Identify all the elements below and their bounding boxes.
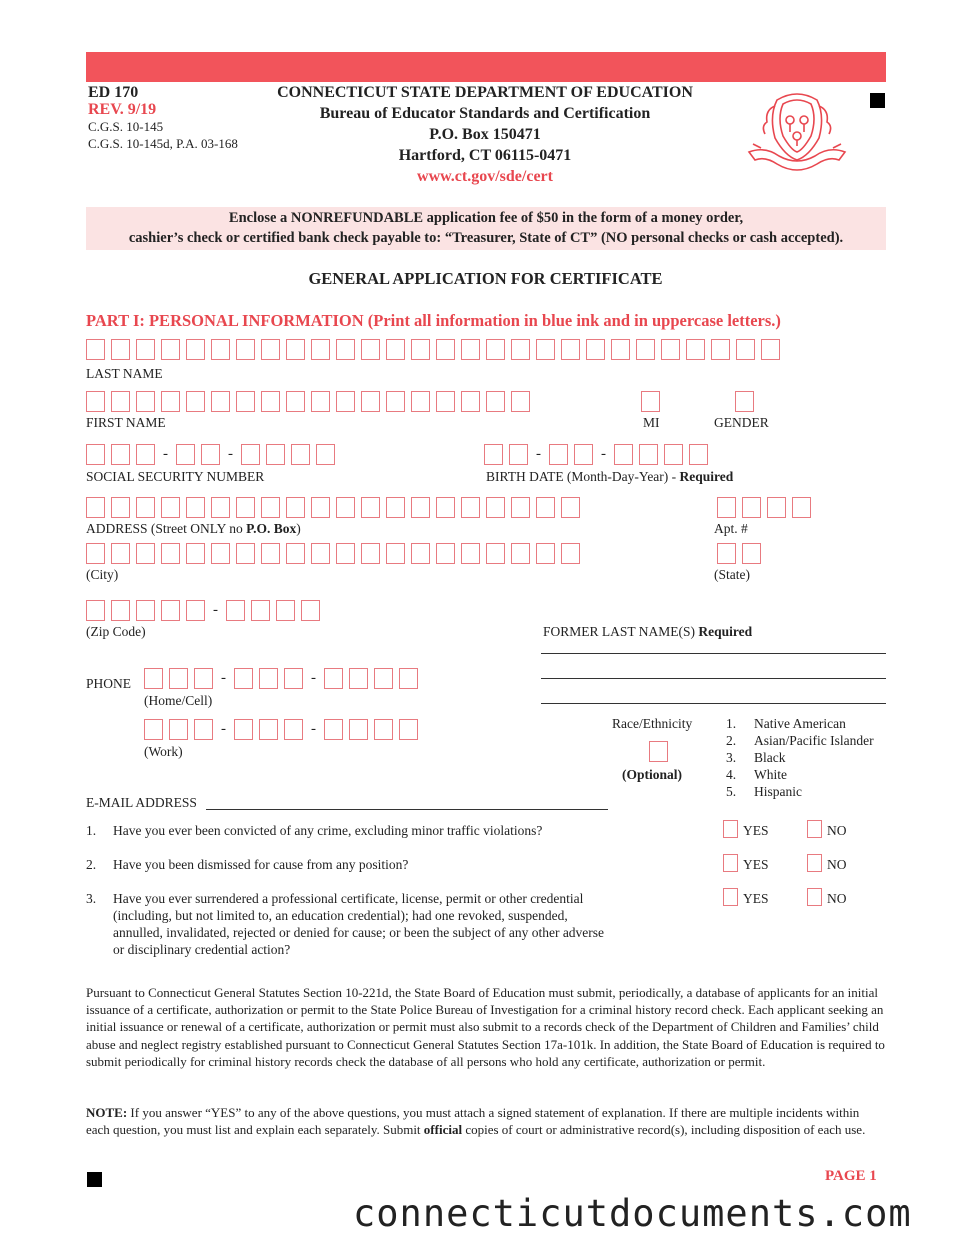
ssn-part-1[interactable]: [86, 444, 161, 465]
last-name-char-box[interactable]: [586, 339, 605, 360]
phone-digit-box[interactable]: [259, 668, 278, 689]
last-name-char-box[interactable]: [561, 339, 580, 360]
apt-char-box[interactable]: [717, 497, 736, 518]
last-name-char-box[interactable]: [611, 339, 630, 360]
first-name-char-box[interactable]: [136, 391, 155, 412]
question-text: Have you ever surrendered a professional certificate, license, permit or other credential (including, but not limited to, an education credential); had one revoked, suspended, annulled, invalidated, rejected or denied for cause; or been the subject of any other adverse or disciplinary credential action?: [113, 891, 605, 957]
zip-plus-4[interactable]: [226, 600, 326, 621]
first-name-char-box[interactable]: [436, 391, 455, 412]
address-char-box[interactable]: [311, 497, 330, 518]
phone-separator: -: [221, 670, 226, 686]
first-name-label: FIRST NAME: [86, 415, 166, 430]
po-box: P.O. Box 150471: [429, 126, 541, 143]
last-name-char-box[interactable]: [711, 339, 730, 360]
race-option-label: Native American: [754, 716, 846, 731]
no-label: NO: [827, 891, 847, 906]
birth-date-digit-box[interactable]: [614, 444, 633, 465]
first-name-char-box[interactable]: [461, 391, 480, 412]
city-char-box[interactable]: [561, 543, 580, 564]
street-address-input[interactable]: [86, 497, 586, 518]
required-marker: Required: [679, 469, 734, 484]
phone-digit-box[interactable]: [259, 719, 278, 740]
phone-digit-box[interactable]: [349, 668, 368, 689]
city-char-box[interactable]: [511, 543, 530, 564]
apt-number-input[interactable]: [717, 497, 817, 518]
question-number: 1.: [86, 823, 97, 838]
birth-date-label-text: BIRTH DATE (Month-Day-Year) -: [486, 469, 677, 484]
address-char-box[interactable]: [361, 497, 380, 518]
former-last-names-label: [543, 624, 752, 640]
city-char-box[interactable]: [111, 543, 130, 564]
state-label: (State): [714, 567, 750, 582]
yes-label: YES: [743, 857, 769, 872]
city-char-box[interactable]: [411, 543, 430, 564]
zip-digit-box[interactable]: [186, 600, 205, 621]
yes-label: YES: [743, 891, 769, 906]
zip-digit-box[interactable]: [251, 600, 270, 621]
phone-digit-box[interactable]: [374, 719, 393, 740]
phone-digit-box[interactable]: [284, 719, 303, 740]
work-prefix[interactable]: [234, 719, 309, 740]
site-watermark: connecticutdocuments.com: [353, 1192, 912, 1235]
last-name-input[interactable]: [86, 339, 786, 360]
phone-digit-box[interactable]: [374, 668, 393, 689]
race-option: [726, 767, 874, 784]
last-name-char-box[interactable]: [486, 339, 505, 360]
race-option: [726, 750, 874, 767]
first-name-char-box[interactable]: [186, 391, 205, 412]
yes-checkbox[interactable]: [723, 854, 738, 872]
zip-digit-box[interactable]: [276, 600, 295, 621]
phone-digit-box[interactable]: [234, 668, 253, 689]
apt-label: Apt. #: [714, 521, 748, 536]
ssn-digit-box[interactable]: [241, 444, 260, 465]
address-char-box[interactable]: [436, 497, 455, 518]
question-number: 2.: [86, 857, 97, 872]
last-name-char-box[interactable]: [286, 339, 305, 360]
race-option-number: 3.: [726, 750, 737, 765]
email-input-line[interactable]: [206, 809, 608, 810]
last-name-char-box[interactable]: [661, 339, 680, 360]
zip-digit-box[interactable]: [226, 600, 245, 621]
fee-notice-line-1: Enclose a NONREFUNDABLE application fee of $50 in the form of a money order,: [228, 210, 744, 226]
question-text: Have you been dismissed for cause from any position?: [113, 857, 409, 872]
last-name-char-box[interactable]: [336, 339, 355, 360]
mi-label: MI: [643, 415, 660, 430]
note-label: NOTE:: [86, 1105, 128, 1120]
ssn-digit-box[interactable]: [201, 444, 220, 465]
zip-digit-box[interactable]: [161, 600, 180, 621]
last-name-char-box[interactable]: [636, 339, 655, 360]
address-char-box[interactable]: [336, 497, 355, 518]
website-link[interactable]: www.ct.gov/sde/cert: [417, 168, 553, 185]
first-name-char-box[interactable]: [236, 391, 255, 412]
ssn-separator: -: [228, 446, 233, 462]
first-name-input[interactable]: [86, 391, 536, 412]
note-text-before: If you answer “YES” to any of the above questions, you must attach a signed statement of explanation. If there are multiple incidents within each question, you must list and explain each separately. Submit: [86, 1105, 860, 1138]
birth-month[interactable]: [484, 444, 534, 465]
phone-digit-box[interactable]: [144, 719, 163, 740]
address-char-box[interactable]: [286, 497, 305, 518]
city-char-box[interactable]: [311, 543, 330, 564]
ssn-label: SOCIAL SECURITY NUMBER: [86, 469, 265, 484]
first-name-char-box[interactable]: [86, 391, 105, 412]
first-name-char-box[interactable]: [111, 391, 130, 412]
optional-label: (Optional): [622, 767, 683, 782]
last-name-char-box[interactable]: [686, 339, 705, 360]
last-name-char-box[interactable]: [386, 339, 405, 360]
city-char-box[interactable]: [136, 543, 155, 564]
city-char-box[interactable]: [461, 543, 480, 564]
phone-label: PHONE: [86, 676, 132, 691]
phone-separator: -: [311, 670, 316, 686]
race-option-label: Hispanic: [754, 784, 802, 799]
birth-date-digit-box[interactable]: [574, 444, 593, 465]
phone-digit-box[interactable]: [399, 668, 418, 689]
fee-notice: [86, 207, 886, 250]
last-name-char-box[interactable]: [211, 339, 230, 360]
phone-digit-box[interactable]: [324, 668, 343, 689]
phone-digit-box[interactable]: [349, 719, 368, 740]
phone-digit-box[interactable]: [169, 668, 188, 689]
apt-char-box[interactable]: [767, 497, 786, 518]
birth-day[interactable]: [549, 444, 599, 465]
bureau-name: Bureau of Educator Standards and Certification: [319, 105, 651, 122]
po-box-bold: P.O. Box: [246, 521, 297, 536]
form-code: ED 170: [88, 84, 139, 101]
last-name-char-box[interactable]: [411, 339, 430, 360]
race-option-number: 4.: [726, 767, 737, 782]
birth-date-input[interactable]: [484, 444, 714, 465]
last-name-char-box[interactable]: [86, 339, 105, 360]
last-name-char-box[interactable]: [161, 339, 180, 360]
address-label-text: ADDRESS (Street ONLY no: [86, 521, 243, 536]
last-name-char-box[interactable]: [261, 339, 280, 360]
zip-5[interactable]: [86, 600, 211, 621]
phone-digit-box[interactable]: [324, 719, 343, 740]
note-text-after: copies of court or administrative record(s), including disposition of each use.: [465, 1122, 866, 1138]
birth-date-digit-box[interactable]: [689, 444, 708, 465]
zip-code-input[interactable]: [86, 600, 326, 621]
former-name-line-3[interactable]: [541, 703, 886, 704]
last-name-char-box[interactable]: [311, 339, 330, 360]
phone-digit-box[interactable]: [194, 719, 213, 740]
former-name-line-2[interactable]: [541, 678, 886, 679]
ssn-part-3[interactable]: [241, 444, 341, 465]
official-word: official: [423, 1122, 463, 1138]
apt-char-box[interactable]: [742, 497, 761, 518]
zip-digit-box[interactable]: [111, 600, 130, 621]
race-option-label: Black: [754, 750, 786, 765]
birth-year[interactable]: [614, 444, 714, 465]
statute-reference-1: C.G.S. 10-145: [88, 119, 164, 134]
note-paragraph: [86, 1104, 886, 1138]
city-char-box[interactable]: [261, 543, 280, 564]
work-area-code[interactable]: [144, 719, 219, 740]
address-char-box[interactable]: [86, 497, 105, 518]
race-option-label: Asian/Pacific Islander: [754, 733, 874, 748]
city-char-box[interactable]: [336, 543, 355, 564]
question-text: Have you ever been convicted of any crime, excluding minor traffic violations?: [113, 823, 543, 838]
address-label-close: ): [296, 521, 301, 536]
part-1-heading: [86, 311, 781, 331]
last-name-char-box[interactable]: [361, 339, 380, 360]
first-name-char-box[interactable]: [511, 391, 530, 412]
birth-date-digit-box[interactable]: [664, 444, 683, 465]
phone-separator: -: [311, 721, 316, 737]
race-option: [726, 716, 874, 733]
state-input[interactable]: [717, 543, 767, 564]
no-checkbox[interactable]: [807, 820, 822, 838]
first-name-char-box[interactable]: [211, 391, 230, 412]
race-option: [726, 733, 874, 750]
birth-date-digit-box[interactable]: [549, 444, 568, 465]
state-char-box[interactable]: [717, 543, 736, 564]
last-name-char-box[interactable]: [236, 339, 255, 360]
ssn-digit-box[interactable]: [111, 444, 130, 465]
work-line[interactable]: [324, 719, 424, 740]
middle-initial-input[interactable]: [641, 391, 660, 412]
phone-digit-box[interactable]: [194, 668, 213, 689]
first-name-char-box[interactable]: [361, 391, 380, 412]
date-separator: -: [536, 446, 541, 462]
address-char-box[interactable]: [111, 497, 130, 518]
first-name-char-box[interactable]: [486, 391, 505, 412]
address-char-box[interactable]: [186, 497, 205, 518]
zip-digit-box[interactable]: [86, 600, 105, 621]
last-name-char-box[interactable]: [511, 339, 530, 360]
address-char-box[interactable]: [261, 497, 280, 518]
email-label: E-MAIL ADDRESS: [86, 795, 197, 810]
registration-mark-bottom: [87, 1172, 102, 1187]
part-1-title: PART I: PERSONAL INFORMATION: [86, 311, 364, 330]
first-name-char-box[interactable]: [336, 391, 355, 412]
yes-checkbox[interactable]: [723, 888, 738, 906]
state-char-box[interactable]: [742, 543, 761, 564]
phone-digit-box[interactable]: [169, 719, 188, 740]
race-options-list: [726, 716, 874, 801]
last-name-char-box[interactable]: [761, 339, 780, 360]
city-char-box[interactable]: [186, 543, 205, 564]
race-option: [726, 784, 874, 801]
race-option-label: White: [754, 767, 787, 782]
zip-digit-box[interactable]: [301, 600, 320, 621]
fee-notice-line-2: cashier’s check or certified bank check payable to: “Treasurer, State of CT” (NO personal checks or cash accepted).: [128, 230, 844, 246]
zip-separator: -: [213, 602, 218, 618]
city-char-box[interactable]: [236, 543, 255, 564]
first-name-char-box[interactable]: [161, 391, 180, 412]
ssn-digit-box[interactable]: [266, 444, 285, 465]
form-identification: [88, 84, 238, 152]
city-input[interactable]: [86, 543, 586, 564]
city-char-box[interactable]: [161, 543, 180, 564]
birth-date-digit-box[interactable]: [484, 444, 503, 465]
agency-address-block: [250, 82, 720, 187]
last-name-char-box[interactable]: [536, 339, 555, 360]
city-char-box[interactable]: [86, 543, 105, 564]
former-last-names-text: FORMER LAST NAME(S): [543, 624, 696, 639]
no-checkbox[interactable]: [807, 888, 822, 906]
zip-digit-box[interactable]: [136, 600, 155, 621]
first-name-char-box[interactable]: [411, 391, 430, 412]
race-option-number: 2.: [726, 733, 737, 748]
department-name: CONNECTICUT STATE DEPARTMENT OF EDUCATION: [277, 84, 693, 101]
last-name-char-box[interactable]: [436, 339, 455, 360]
home-area-code[interactable]: [144, 668, 219, 689]
gender-label: GENDER: [714, 415, 769, 430]
first-name-char-box[interactable]: [286, 391, 305, 412]
home-line[interactable]: [324, 668, 424, 689]
last-name-char-box[interactable]: [111, 339, 130, 360]
no-label: NO: [827, 857, 847, 872]
race-option-number: 1.: [726, 716, 737, 731]
first-name-char-box[interactable]: [261, 391, 280, 412]
city-char-box[interactable]: [361, 543, 380, 564]
yes-label: YES: [743, 823, 769, 838]
state-seal-icon: [745, 86, 849, 178]
part-1-instruction: (Print all information in blue ink and in uppercase letters.): [367, 311, 781, 330]
home-prefix[interactable]: [234, 668, 309, 689]
no-checkbox[interactable]: [807, 854, 822, 872]
address-char-box[interactable]: [536, 497, 555, 518]
last-name-char-box[interactable]: [461, 339, 480, 360]
statute-reference-2: C.G.S. 10-145d, P.A. 03-168: [88, 136, 238, 151]
city-label: (City): [86, 567, 119, 582]
address-char-box[interactable]: [561, 497, 580, 518]
address-char-box[interactable]: [461, 497, 480, 518]
address-char-box[interactable]: [386, 497, 405, 518]
gender-input[interactable]: [735, 391, 754, 412]
city-char-box[interactable]: [386, 543, 405, 564]
home-phone-input[interactable]: [144, 668, 424, 689]
phone-digit-box[interactable]: [399, 719, 418, 740]
ssn-digit-box[interactable]: [291, 444, 310, 465]
last-name-char-box[interactable]: [136, 339, 155, 360]
home-cell-label: (Home/Cell): [144, 693, 213, 708]
ssn-digit-box[interactable]: [86, 444, 105, 465]
no-label: NO: [827, 823, 847, 838]
city-char-box[interactable]: [211, 543, 230, 564]
address-char-box[interactable]: [511, 497, 530, 518]
race-option-number: 5.: [726, 784, 737, 799]
ssn-digit-box[interactable]: [136, 444, 155, 465]
address-char-box[interactable]: [486, 497, 505, 518]
address-label: [86, 521, 301, 537]
last-name-char-box[interactable]: [186, 339, 205, 360]
registration-mark-top: [870, 93, 885, 108]
last-name-char-box[interactable]: [736, 339, 755, 360]
phone-digit-box[interactable]: [144, 668, 163, 689]
first-name-char-box[interactable]: [311, 391, 330, 412]
city-char-box[interactable]: [536, 543, 555, 564]
address-char-box[interactable]: [136, 497, 155, 518]
ssn-input[interactable]: [86, 444, 341, 465]
statute-paragraph: Pursuant to Connecticut General Statutes Section 10-221d, the State Board of Education must submit, periodically, a database of applicants for an initial issuance of a certificate, authorization or permit to the State Police Bureau of Investigation for a criminal history record check. Each applicant seeking an initial issuance or renewal of a certificate, authorization or permit must also submit to a records check of the Department of Children and Families’ child abuse and neglect registry established pursuant to Connecticut General Statutes Section 17a-101k. In addition, the State Board of Education is required to submit periodically for criminal history records check the database of all persons who hold any certificate, authorization or permit.: [86, 985, 885, 1069]
ssn-part-2[interactable]: [176, 444, 226, 465]
address-char-box[interactable]: [236, 497, 255, 518]
revision-date: REV. 9/19: [88, 101, 157, 118]
city-state-zip: Hartford, CT 06115-0471: [398, 147, 572, 164]
birth-date-label: [486, 469, 733, 485]
city-char-box[interactable]: [286, 543, 305, 564]
ssn-separator: -: [163, 446, 168, 462]
yes-checkbox[interactable]: [723, 820, 738, 838]
required-marker: Required: [698, 624, 753, 639]
phone-digit-box[interactable]: [284, 668, 303, 689]
work-label: (Work): [144, 744, 183, 759]
ssn-digit-box[interactable]: [316, 444, 335, 465]
last-name-label: LAST NAME: [86, 366, 163, 381]
address-char-box[interactable]: [411, 497, 430, 518]
question-number: 3.: [86, 891, 97, 906]
first-name-char-box[interactable]: [386, 391, 405, 412]
zip-label: (Zip Code): [86, 624, 146, 639]
address-char-box[interactable]: [211, 497, 230, 518]
phone-separator: -: [221, 721, 226, 737]
header-color-bar: [86, 52, 886, 82]
ssn-digit-box[interactable]: [176, 444, 195, 465]
work-phone-input[interactable]: [144, 719, 424, 740]
former-name-line-1[interactable]: [541, 653, 886, 654]
race-ethnicity-input[interactable]: [649, 741, 668, 762]
page-number: PAGE 1: [825, 1168, 877, 1184]
city-char-box[interactable]: [486, 543, 505, 564]
phone-digit-box[interactable]: [234, 719, 253, 740]
birth-date-digit-box[interactable]: [639, 444, 658, 465]
apt-char-box[interactable]: [792, 497, 811, 518]
form-title: GENERAL APPLICATION FOR CERTIFICATE: [308, 269, 663, 288]
race-ethnicity-label: Race/Ethnicity: [612, 716, 693, 731]
birth-date-digit-box[interactable]: [509, 444, 528, 465]
city-char-box[interactable]: [436, 543, 455, 564]
date-separator: -: [601, 446, 606, 462]
address-char-box[interactable]: [161, 497, 180, 518]
